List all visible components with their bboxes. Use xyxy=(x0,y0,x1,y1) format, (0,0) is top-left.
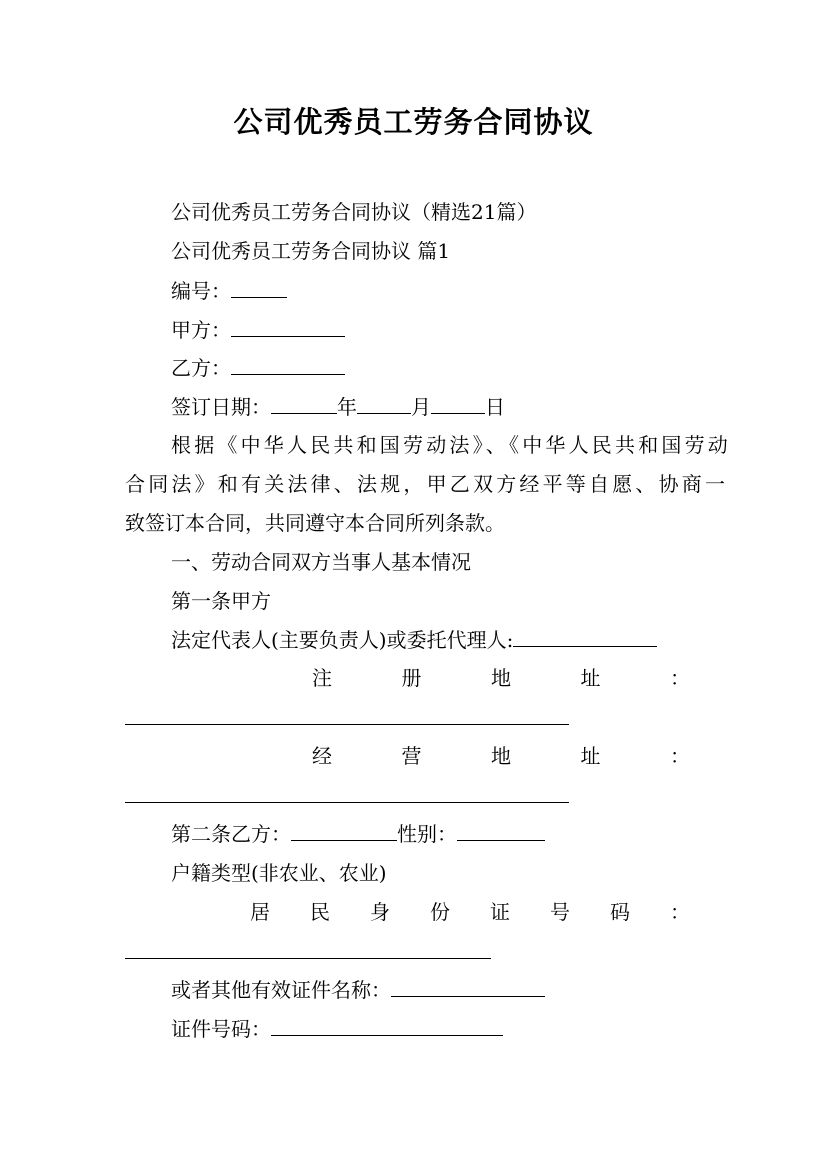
biz-address-char: 经 xyxy=(312,744,332,768)
gender-label: 性别： xyxy=(397,822,457,846)
biz-address-char: 营 xyxy=(401,744,422,768)
household-type: 户籍类型(非农业、农业) xyxy=(171,861,387,885)
article-two-label: 第二条乙方： xyxy=(171,822,291,846)
id-number-char: ： xyxy=(670,900,690,924)
part-one-heading: 一、劳动合同双方当事人基本情况 xyxy=(171,550,471,574)
party-a-field xyxy=(171,318,345,342)
id-number-char: 码 xyxy=(610,900,630,924)
intro-line-1: 根据《中华人民共和国劳动法》、《中华人民共和国劳动 xyxy=(171,433,731,457)
id-number-char: 号 xyxy=(550,900,570,924)
other-id-label: 或者其他有效证件名称： xyxy=(171,978,391,1002)
sign-date-field xyxy=(171,395,505,419)
gender-blank xyxy=(457,822,545,841)
intro-line-2: 合同法》和有关法律、法规，甲乙双方经平等自愿、协商一 xyxy=(125,472,729,496)
reg-address-char: 地 xyxy=(491,666,511,690)
other-id-field xyxy=(171,978,545,1002)
id-number-char: 身 xyxy=(370,900,390,924)
month-blank xyxy=(357,395,411,414)
section-heading: 公司优秀员工劳务合同协议 篇1 xyxy=(171,239,451,263)
sign-date-label: 签订日期： xyxy=(171,395,271,419)
biz-address-label xyxy=(312,744,690,768)
day-label: 日 xyxy=(485,395,505,419)
cert-number-blank xyxy=(271,1017,503,1036)
biz-address-char: ： xyxy=(670,744,690,768)
biz-address-blank xyxy=(125,802,569,803)
reg-address-char: 册 xyxy=(401,666,422,690)
id-number-blank xyxy=(125,958,491,959)
biz-address-char: 址 xyxy=(580,744,601,768)
number-blank xyxy=(231,279,287,298)
id-number-char: 民 xyxy=(310,900,330,924)
reg-address-char: ： xyxy=(670,666,690,690)
intro-line-3: 致签订本合同，共同遵守本合同所列条款。 xyxy=(125,511,505,535)
party-b-label: 乙方： xyxy=(171,356,231,380)
article-two-field xyxy=(171,822,545,846)
reg-address-blank xyxy=(125,724,569,725)
party-b-name-blank xyxy=(291,822,397,841)
number-label: 编号： xyxy=(171,279,231,303)
reg-address-label xyxy=(312,666,690,690)
cert-number-label: 证件号码： xyxy=(171,1017,271,1041)
day-blank xyxy=(431,395,485,414)
legal-rep-label: 法定代表人(主要负责人)或委托代理人: xyxy=(171,628,514,652)
party-a-label: 甲方： xyxy=(171,318,231,342)
id-number-char: 证 xyxy=(490,900,510,924)
legal-rep-field xyxy=(171,628,657,652)
document-title: 公司优秀员工劳务合同协议 xyxy=(233,105,594,139)
biz-address-char: 地 xyxy=(491,744,511,768)
reg-address-char: 注 xyxy=(312,666,332,690)
document-subtitle: 公司优秀员工劳务合同协议（精选21篇） xyxy=(171,200,537,224)
year-blank xyxy=(271,395,337,414)
month-label: 月 xyxy=(411,395,431,419)
year-label: 年 xyxy=(337,395,357,419)
id-number-label xyxy=(250,900,690,924)
id-number-char: 居 xyxy=(250,900,270,924)
party-b-blank xyxy=(231,356,345,375)
other-id-blank xyxy=(391,978,545,997)
party-b-field xyxy=(171,356,345,380)
party-a-blank xyxy=(231,318,345,337)
number-field xyxy=(171,279,287,303)
id-number-char: 份 xyxy=(430,900,450,924)
legal-rep-blank xyxy=(513,628,657,647)
article-one-heading: 第一条甲方 xyxy=(171,589,271,613)
reg-address-char: 址 xyxy=(580,666,601,690)
cert-number-field xyxy=(171,1017,503,1041)
